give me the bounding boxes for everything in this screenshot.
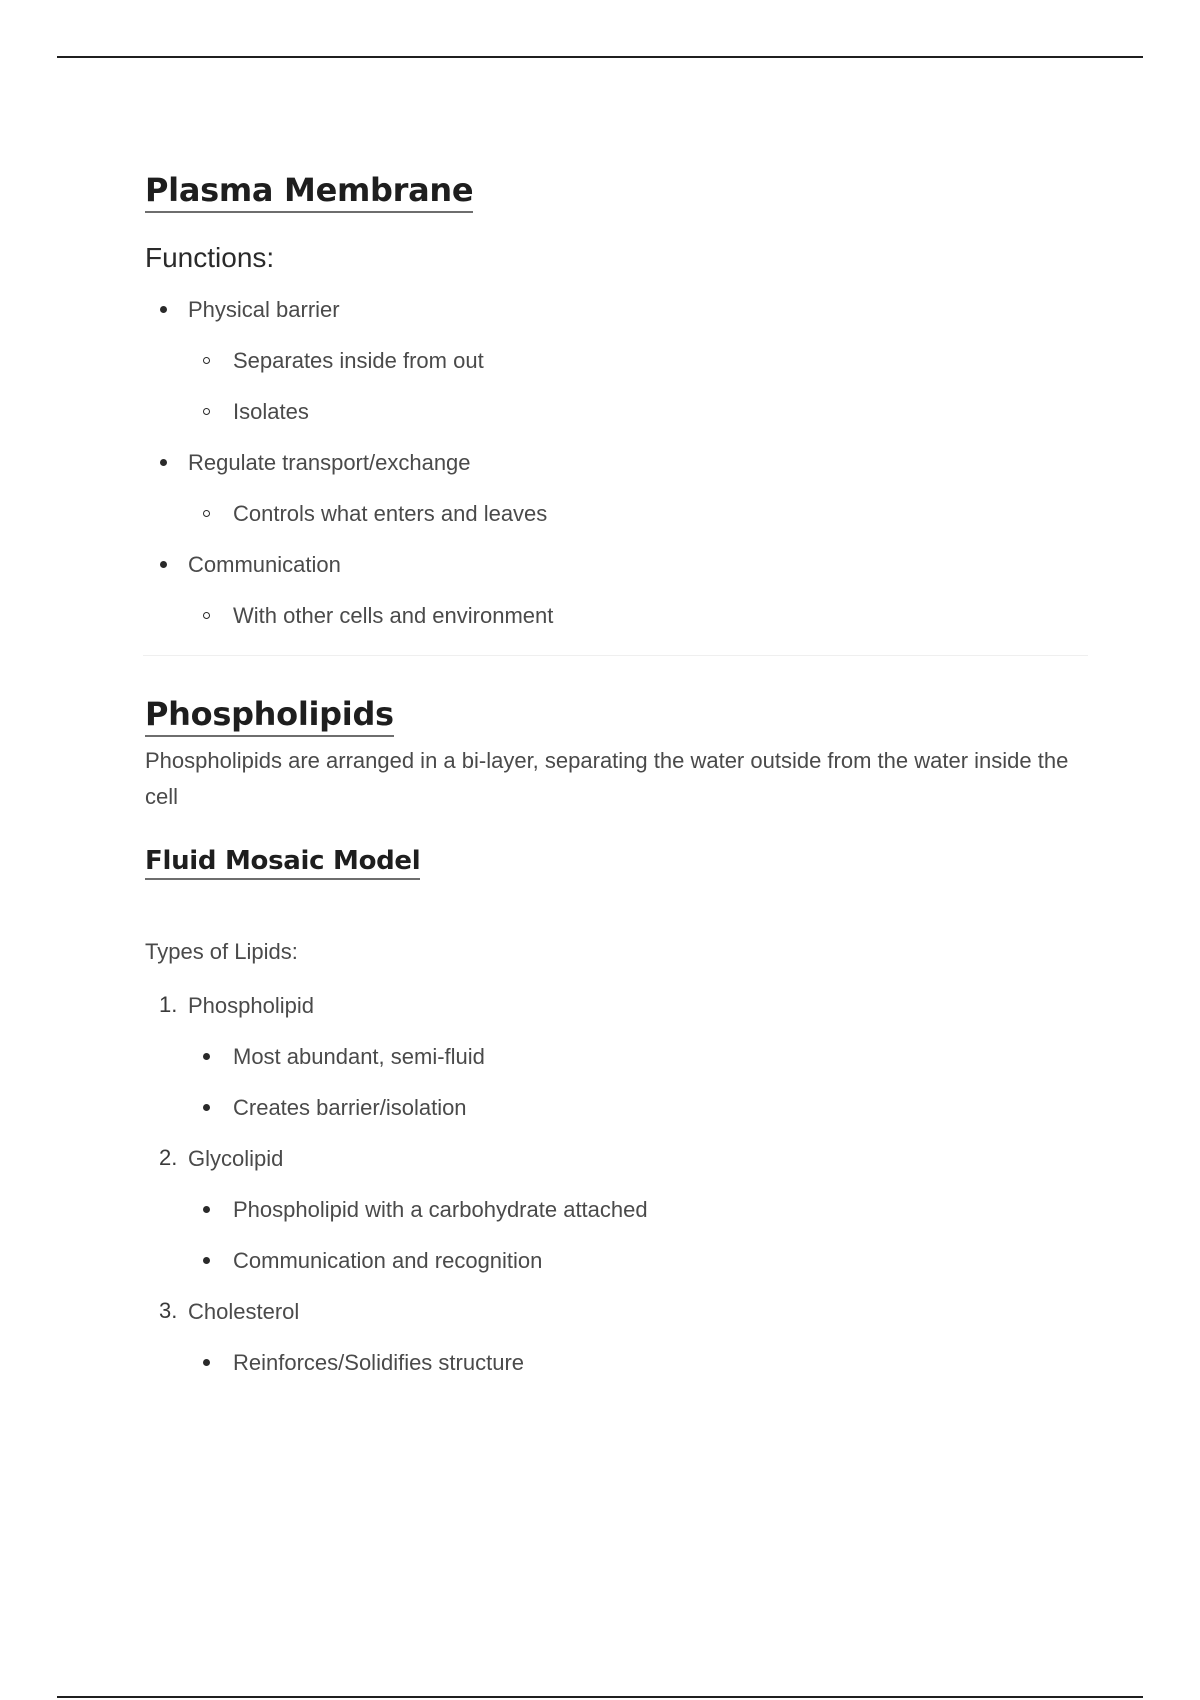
list-item-label: Communication	[188, 551, 341, 577]
list-item-label: Regulate transport/exchange	[188, 449, 471, 475]
bullet-disc-icon	[203, 1359, 210, 1366]
list-item-label: Isolates	[233, 398, 309, 424]
list-item-label: Physical barrier	[188, 296, 340, 322]
bullet-disc-icon	[203, 1053, 210, 1060]
list-item-label: Phospholipid	[188, 992, 314, 1018]
bullet-disc-icon	[203, 1206, 210, 1213]
bullet-disc-icon	[203, 1257, 210, 1264]
list-item	[145, 539, 1090, 641]
list-item	[145, 386, 1090, 437]
section-divider	[143, 655, 1088, 656]
list-item	[145, 1082, 1090, 1133]
bullet-circle-icon	[203, 357, 210, 364]
functions-heading: Functions:	[145, 241, 275, 273]
heading-phospholipids: Phospholipids	[145, 696, 394, 737]
bullet-disc-icon	[160, 306, 167, 313]
list-item-label: Creates barrier/isolation	[233, 1094, 467, 1120]
sub-list	[145, 1031, 1090, 1133]
list-item	[145, 1031, 1090, 1082]
list-item	[145, 980, 1090, 1133]
list-item-label: Most abundant, semi-fluid	[233, 1043, 485, 1069]
list-number: 1.	[159, 992, 178, 1018]
list-item	[145, 284, 1090, 437]
sub-list	[145, 590, 1090, 641]
bullet-circle-icon	[203, 408, 210, 415]
page-bottom-rule	[57, 1696, 1143, 1698]
functions-list	[145, 284, 1090, 641]
list-item	[145, 488, 1090, 539]
list-item-label: Glycolipid	[188, 1145, 284, 1171]
list-item-label: Separates inside from out	[233, 347, 484, 373]
page-top-rule	[57, 56, 1143, 58]
list-item	[145, 1184, 1090, 1235]
bullet-disc-icon	[160, 459, 167, 466]
list-item-label: Phospholipid with a carbohydrate attached	[233, 1196, 648, 1222]
list-item	[145, 1235, 1090, 1286]
phospholipids-description: Phospholipids are arranged in a bi-layer, separating the water outside from the water inside the cell	[145, 748, 1069, 810]
list-item	[145, 437, 1090, 539]
heading-plasma-membrane: Plasma Membrane	[145, 172, 473, 213]
lipid-types-list	[145, 980, 1090, 1388]
list-item	[145, 1133, 1090, 1286]
list-item	[145, 1286, 1090, 1388]
sub-list	[145, 488, 1090, 539]
list-item-label: Controls what enters and leaves	[233, 500, 548, 526]
document-content	[145, 172, 1090, 1388]
list-item-label: Cholesterol	[188, 1298, 300, 1324]
heading-fluid-mosaic-model: Fluid Mosaic Model	[145, 847, 420, 880]
sub-list	[145, 1337, 1090, 1388]
list-number: 2.	[159, 1145, 178, 1171]
bullet-disc-icon	[160, 561, 167, 568]
list-item-label: With other cells and environment	[233, 602, 554, 628]
list-item-label: Reinforces/Solidifies structure	[233, 1349, 525, 1375]
types-of-lipids-label: Types of Lipids:	[145, 939, 298, 965]
list-item-label: Communication and recognition	[233, 1247, 543, 1273]
bullet-disc-icon	[203, 1104, 210, 1111]
bullet-circle-icon	[203, 612, 210, 619]
list-item	[145, 590, 1090, 641]
list-item	[145, 1337, 1090, 1388]
bullet-circle-icon	[203, 510, 210, 517]
sub-list	[145, 1184, 1090, 1286]
sub-list	[145, 335, 1090, 437]
list-number: 3.	[159, 1298, 178, 1324]
list-item	[145, 335, 1090, 386]
